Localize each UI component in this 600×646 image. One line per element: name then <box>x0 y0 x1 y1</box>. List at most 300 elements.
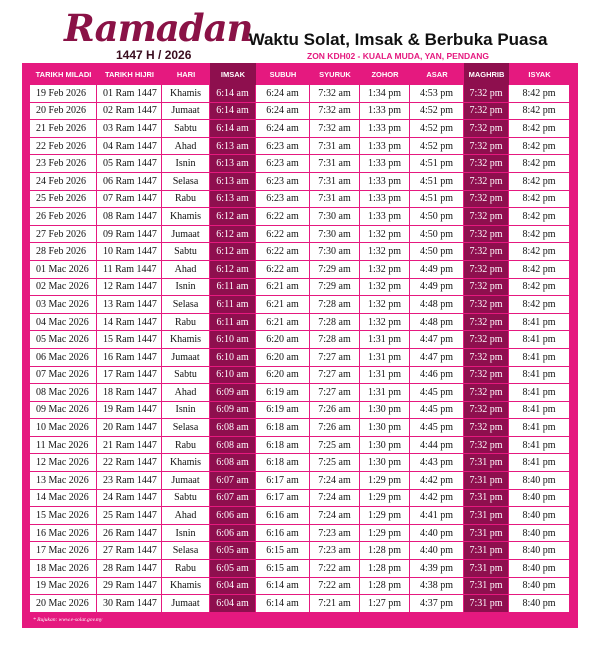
cell-asar: 4:50 pm <box>410 243 464 261</box>
cell-zohor: 1:33 pm <box>360 208 410 226</box>
cell-hari: Khamis <box>162 578 210 596</box>
cell-tarikh-miladi: 19 Mac 2026 <box>30 578 97 596</box>
table-row <box>30 402 570 420</box>
cell-tarikh-miladi: 05 Mac 2026 <box>30 331 97 349</box>
cell-tarikh-hijri: 12 Ram 1447 <box>97 279 162 297</box>
cell-syuruk: 7:31 am <box>310 191 360 209</box>
cell-maghrib: 7:31 pm <box>464 525 509 543</box>
cell-asar: 4:51 pm <box>410 191 464 209</box>
cell-hari: Jumaat <box>162 103 210 121</box>
cell-tarikh-miladi: 22 Feb 2026 <box>30 138 97 156</box>
cell-tarikh-miladi: 04 Mac 2026 <box>30 314 97 332</box>
cell-isyak: 8:41 pm <box>509 349 570 367</box>
cell-subuh: 6:15 am <box>256 560 310 578</box>
cell-tarikh-hijri: 24 Ram 1447 <box>97 490 162 508</box>
cell-imsak: 6:05 am <box>210 542 256 560</box>
table-row <box>30 103 570 121</box>
cell-hari: Rabu <box>162 560 210 578</box>
cell-asar: 4:40 pm <box>410 542 464 560</box>
cell-tarikh-miladi: 07 Mac 2026 <box>30 367 97 385</box>
cell-imsak: 6:07 am <box>210 490 256 508</box>
cell-zohor: 1:29 pm <box>360 472 410 490</box>
cell-hari: Jumaat <box>162 226 210 244</box>
table-row <box>30 542 570 560</box>
table-row <box>30 419 570 437</box>
table-row <box>30 243 570 261</box>
cell-maghrib: 7:32 pm <box>464 419 509 437</box>
cell-subuh: 6:22 am <box>256 261 310 279</box>
table-row <box>30 454 570 472</box>
cell-isyak: 8:40 pm <box>509 472 570 490</box>
cell-syuruk: 7:27 am <box>310 349 360 367</box>
header-imsak: IMSAK <box>210 63 256 85</box>
cell-subuh: 6:20 am <box>256 349 310 367</box>
cell-subuh: 6:23 am <box>256 173 310 191</box>
cell-hari: Ahad <box>162 384 210 402</box>
cell-zohor: 1:29 pm <box>360 525 410 543</box>
cell-zohor: 1:32 pm <box>360 296 410 314</box>
cell-subuh: 6:18 am <box>256 437 310 455</box>
table-row <box>30 314 570 332</box>
cell-imsak: 6:06 am <box>210 525 256 543</box>
cell-hari: Khamis <box>162 208 210 226</box>
cell-subuh: 6:23 am <box>256 138 310 156</box>
cell-tarikh-miladi: 20 Feb 2026 <box>30 103 97 121</box>
cell-imsak: 6:11 am <box>210 279 256 297</box>
cell-maghrib: 7:32 pm <box>464 103 509 121</box>
cell-syuruk: 7:32 am <box>310 85 360 103</box>
cell-maghrib: 7:31 pm <box>464 490 509 508</box>
cell-maghrib: 7:32 pm <box>464 191 509 209</box>
cell-syuruk: 7:31 am <box>310 138 360 156</box>
cell-zohor: 1:27 pm <box>360 595 410 613</box>
cell-tarikh-hijri: 14 Ram 1447 <box>97 314 162 332</box>
cell-syuruk: 7:23 am <box>310 542 360 560</box>
table-row <box>30 208 570 226</box>
cell-tarikh-hijri: 13 Ram 1447 <box>97 296 162 314</box>
cell-hari: Sabtu <box>162 367 210 385</box>
cell-tarikh-hijri: 03 Ram 1447 <box>97 120 162 138</box>
cell-tarikh-hijri: 26 Ram 1447 <box>97 525 162 543</box>
cell-asar: 4:49 pm <box>410 261 464 279</box>
cell-zohor: 1:30 pm <box>360 402 410 420</box>
cell-syuruk: 7:29 am <box>310 261 360 279</box>
cell-isyak: 8:42 pm <box>509 296 570 314</box>
cell-zohor: 1:31 pm <box>360 331 410 349</box>
cell-imsak: 6:04 am <box>210 595 256 613</box>
cell-asar: 4:47 pm <box>410 349 464 367</box>
cell-syuruk: 7:25 am <box>310 454 360 472</box>
cell-subuh: 6:21 am <box>256 296 310 314</box>
cell-asar: 4:45 pm <box>410 419 464 437</box>
cell-zohor: 1:31 pm <box>360 367 410 385</box>
cell-isyak: 8:42 pm <box>509 208 570 226</box>
cell-maghrib: 7:31 pm <box>464 454 509 472</box>
cell-subuh: 6:23 am <box>256 191 310 209</box>
cell-maghrib: 7:31 pm <box>464 542 509 560</box>
ramadan-logo <box>64 6 253 62</box>
cell-tarikh-hijri: 19 Ram 1447 <box>97 402 162 420</box>
cell-tarikh-miladi: 01 Mac 2026 <box>30 261 97 279</box>
logo-year: 1447 H / 2026 <box>116 48 192 62</box>
cell-subuh: 6:15 am <box>256 542 310 560</box>
cell-asar: 4:45 pm <box>410 384 464 402</box>
cell-maghrib: 7:32 pm <box>464 296 509 314</box>
cell-asar: 4:40 pm <box>410 525 464 543</box>
cell-tarikh-hijri: 08 Ram 1447 <box>97 208 162 226</box>
cell-subuh: 6:20 am <box>256 331 310 349</box>
cell-maghrib: 7:31 pm <box>464 560 509 578</box>
header-hari: HARI <box>162 63 210 85</box>
cell-asar: 4:49 pm <box>410 279 464 297</box>
cell-subuh: 6:22 am <box>256 208 310 226</box>
cell-hari: Khamis <box>162 454 210 472</box>
table-row <box>30 560 570 578</box>
header-tarikh-hijri: TARIKH HIJRI <box>97 63 162 85</box>
cell-isyak: 8:42 pm <box>509 261 570 279</box>
cell-zohor: 1:33 pm <box>360 155 410 173</box>
cell-syuruk: 7:31 am <box>310 155 360 173</box>
cell-tarikh-hijri: 11 Ram 1447 <box>97 261 162 279</box>
table-row <box>30 279 570 297</box>
header-isyak: ISYAK <box>509 63 570 85</box>
table-row <box>30 226 570 244</box>
cell-asar: 4:50 pm <box>410 208 464 226</box>
cell-asar: 4:44 pm <box>410 437 464 455</box>
cell-asar: 4:46 pm <box>410 367 464 385</box>
cell-hari: Sabtu <box>162 120 210 138</box>
cell-syuruk: 7:28 am <box>310 296 360 314</box>
prayer-times-table <box>30 63 570 613</box>
table-row <box>30 173 570 191</box>
cell-isyak: 8:42 pm <box>509 120 570 138</box>
cell-imsak: 6:14 am <box>210 85 256 103</box>
cell-asar: 4:52 pm <box>410 120 464 138</box>
cell-isyak: 8:42 pm <box>509 85 570 103</box>
table-row <box>30 578 570 596</box>
cell-tarikh-hijri: 21 Ram 1447 <box>97 437 162 455</box>
cell-maghrib: 7:32 pm <box>464 155 509 173</box>
cell-maghrib: 7:31 pm <box>464 507 509 525</box>
cell-subuh: 6:19 am <box>256 384 310 402</box>
cell-imsak: 6:12 am <box>210 208 256 226</box>
cell-isyak: 8:41 pm <box>509 314 570 332</box>
cell-maghrib: 7:32 pm <box>464 120 509 138</box>
cell-zohor: 1:30 pm <box>360 454 410 472</box>
cell-zohor: 1:32 pm <box>360 279 410 297</box>
cell-isyak: 8:40 pm <box>509 507 570 525</box>
cell-isyak: 8:42 pm <box>509 243 570 261</box>
cell-syuruk: 7:30 am <box>310 226 360 244</box>
cell-tarikh-miladi: 06 Mac 2026 <box>30 349 97 367</box>
cell-hari: Rabu <box>162 191 210 209</box>
cell-maghrib: 7:32 pm <box>464 367 509 385</box>
cell-zohor: 1:32 pm <box>360 314 410 332</box>
cell-tarikh-hijri: 18 Ram 1447 <box>97 384 162 402</box>
cell-isyak: 8:42 pm <box>509 138 570 156</box>
cell-hari: Selasa <box>162 419 210 437</box>
cell-syuruk: 7:30 am <box>310 243 360 261</box>
cell-hari: Ahad <box>162 138 210 156</box>
table-header-row <box>30 63 570 85</box>
cell-zohor: 1:30 pm <box>360 419 410 437</box>
cell-syuruk: 7:23 am <box>310 525 360 543</box>
table-row <box>30 525 570 543</box>
cell-asar: 4:51 pm <box>410 155 464 173</box>
cell-isyak: 8:40 pm <box>509 578 570 596</box>
cell-imsak: 6:05 am <box>210 560 256 578</box>
cell-hari: Isnin <box>162 155 210 173</box>
cell-imsak: 6:13 am <box>210 138 256 156</box>
cell-isyak: 8:41 pm <box>509 454 570 472</box>
cell-imsak: 6:11 am <box>210 314 256 332</box>
cell-asar: 4:48 pm <box>410 314 464 332</box>
cell-syuruk: 7:29 am <box>310 279 360 297</box>
cell-tarikh-miladi: 03 Mac 2026 <box>30 296 97 314</box>
cell-tarikh-miladi: 12 Mac 2026 <box>30 454 97 472</box>
cell-syuruk: 7:28 am <box>310 331 360 349</box>
cell-isyak: 8:40 pm <box>509 595 570 613</box>
cell-hari: Ahad <box>162 261 210 279</box>
cell-imsak: 6:10 am <box>210 331 256 349</box>
cell-subuh: 6:24 am <box>256 103 310 121</box>
table-row <box>30 155 570 173</box>
header-zohor: ZOHOR <box>360 63 410 85</box>
table-row <box>30 296 570 314</box>
cell-hari: Sabtu <box>162 243 210 261</box>
cell-zohor: 1:33 pm <box>360 120 410 138</box>
cell-syuruk: 7:26 am <box>310 402 360 420</box>
cell-zohor: 1:33 pm <box>360 173 410 191</box>
cell-syuruk: 7:30 am <box>310 208 360 226</box>
cell-isyak: 8:41 pm <box>509 402 570 420</box>
cell-tarikh-hijri: 28 Ram 1447 <box>97 560 162 578</box>
cell-tarikh-hijri: 27 Ram 1447 <box>97 542 162 560</box>
cell-subuh: 6:22 am <box>256 243 310 261</box>
cell-zohor: 1:31 pm <box>360 384 410 402</box>
cell-hari: Sabtu <box>162 490 210 508</box>
header-maghrib: MAGHRIB <box>464 63 509 85</box>
cell-hari: Jumaat <box>162 349 210 367</box>
cell-hari: Jumaat <box>162 595 210 613</box>
cell-asar: 4:50 pm <box>410 226 464 244</box>
cell-hari: Rabu <box>162 437 210 455</box>
cell-imsak: 6:12 am <box>210 226 256 244</box>
cell-syuruk: 7:24 am <box>310 507 360 525</box>
cell-syuruk: 7:32 am <box>310 103 360 121</box>
cell-asar: 4:52 pm <box>410 138 464 156</box>
cell-tarikh-miladi: 09 Mac 2026 <box>30 402 97 420</box>
cell-tarikh-miladi: 17 Mac 2026 <box>30 542 97 560</box>
cell-subuh: 6:14 am <box>256 578 310 596</box>
cell-isyak: 8:42 pm <box>509 173 570 191</box>
cell-syuruk: 7:24 am <box>310 490 360 508</box>
table-row <box>30 437 570 455</box>
cell-hari: Khamis <box>162 331 210 349</box>
cell-zohor: 1:34 pm <box>360 85 410 103</box>
cell-syuruk: 7:32 am <box>310 120 360 138</box>
cell-tarikh-miladi: 14 Mac 2026 <box>30 490 97 508</box>
cell-syuruk: 7:22 am <box>310 560 360 578</box>
cell-maghrib: 7:32 pm <box>464 314 509 332</box>
logo-word: Ramadan <box>64 6 253 50</box>
table-row <box>30 490 570 508</box>
table-body <box>30 85 570 613</box>
cell-maghrib: 7:32 pm <box>464 208 509 226</box>
cell-tarikh-hijri: 07 Ram 1447 <box>97 191 162 209</box>
cell-asar: 4:52 pm <box>410 103 464 121</box>
cell-tarikh-miladi: 21 Feb 2026 <box>30 120 97 138</box>
header-tarikh-miladi: TARIKH MILADI <box>30 63 97 85</box>
table-row <box>30 367 570 385</box>
table-row <box>30 331 570 349</box>
cell-isyak: 8:42 pm <box>509 191 570 209</box>
cell-tarikh-hijri: 22 Ram 1447 <box>97 454 162 472</box>
cell-subuh: 6:16 am <box>256 525 310 543</box>
cell-tarikh-hijri: 25 Ram 1447 <box>97 507 162 525</box>
cell-isyak: 8:42 pm <box>509 103 570 121</box>
cell-maghrib: 7:31 pm <box>464 472 509 490</box>
cell-hari: Isnin <box>162 525 210 543</box>
cell-maghrib: 7:31 pm <box>464 578 509 596</box>
cell-isyak: 8:41 pm <box>509 331 570 349</box>
table-row <box>30 472 570 490</box>
cell-imsak: 6:12 am <box>210 243 256 261</box>
cell-tarikh-miladi: 08 Mac 2026 <box>30 384 97 402</box>
cell-hari: Rabu <box>162 314 210 332</box>
cell-maghrib: 7:32 pm <box>464 261 509 279</box>
cell-subuh: 6:17 am <box>256 472 310 490</box>
cell-tarikh-hijri: 05 Ram 1447 <box>97 155 162 173</box>
table-row <box>30 595 570 613</box>
cell-zohor: 1:32 pm <box>360 261 410 279</box>
cell-imsak: 6:14 am <box>210 103 256 121</box>
cell-syuruk: 7:22 am <box>310 578 360 596</box>
cell-tarikh-hijri: 23 Ram 1447 <box>97 472 162 490</box>
cell-isyak: 8:40 pm <box>509 490 570 508</box>
cell-hari: Selasa <box>162 173 210 191</box>
cell-tarikh-hijri: 17 Ram 1447 <box>97 367 162 385</box>
table-row <box>30 507 570 525</box>
cell-tarikh-hijri: 04 Ram 1447 <box>97 138 162 156</box>
cell-asar: 4:43 pm <box>410 454 464 472</box>
cell-hari: Ahad <box>162 507 210 525</box>
cell-subuh: 6:18 am <box>256 454 310 472</box>
cell-tarikh-miladi: 24 Feb 2026 <box>30 173 97 191</box>
cell-asar: 4:42 pm <box>410 472 464 490</box>
cell-subuh: 6:14 am <box>256 595 310 613</box>
cell-subuh: 6:24 am <box>256 85 310 103</box>
cell-syuruk: 7:27 am <box>310 367 360 385</box>
cell-tarikh-miladi: 02 Mac 2026 <box>30 279 97 297</box>
cell-zohor: 1:28 pm <box>360 560 410 578</box>
cell-imsak: 6:08 am <box>210 419 256 437</box>
cell-isyak: 8:41 pm <box>509 437 570 455</box>
cell-subuh: 6:21 am <box>256 279 310 297</box>
cell-tarikh-miladi: 23 Feb 2026 <box>30 155 97 173</box>
cell-maghrib: 7:32 pm <box>464 349 509 367</box>
cell-subuh: 6:17 am <box>256 490 310 508</box>
cell-tarikh-miladi: 16 Mac 2026 <box>30 525 97 543</box>
cell-asar: 4:39 pm <box>410 560 464 578</box>
table-row <box>30 138 570 156</box>
cell-zohor: 1:33 pm <box>360 138 410 156</box>
cell-subuh: 6:18 am <box>256 419 310 437</box>
footnote: * Rujukan: www.e-solat.gov.my <box>33 617 103 623</box>
cell-maghrib: 7:32 pm <box>464 331 509 349</box>
cell-isyak: 8:42 pm <box>509 155 570 173</box>
cell-isyak: 8:42 pm <box>509 279 570 297</box>
table-row <box>30 261 570 279</box>
cell-subuh: 6:24 am <box>256 120 310 138</box>
cell-tarikh-hijri: 09 Ram 1447 <box>97 226 162 244</box>
cell-tarikh-hijri: 16 Ram 1447 <box>97 349 162 367</box>
cell-imsak: 6:08 am <box>210 454 256 472</box>
table-row <box>30 384 570 402</box>
cell-zohor: 1:30 pm <box>360 437 410 455</box>
cell-maghrib: 7:32 pm <box>464 173 509 191</box>
page-title: Waktu Solat, Imsak & Berbuka Puasa <box>248 30 548 49</box>
cell-zohor: 1:33 pm <box>360 191 410 209</box>
cell-tarikh-hijri: 29 Ram 1447 <box>97 578 162 596</box>
table-row <box>30 349 570 367</box>
cell-syuruk: 7:24 am <box>310 472 360 490</box>
table-row <box>30 85 570 103</box>
cell-hari: Selasa <box>162 542 210 560</box>
header-subuh: SUBUH <box>256 63 310 85</box>
cell-imsak: 6:10 am <box>210 349 256 367</box>
cell-hari: Jumaat <box>162 472 210 490</box>
cell-tarikh-miladi: 13 Mac 2026 <box>30 472 97 490</box>
cell-maghrib: 7:32 pm <box>464 243 509 261</box>
cell-imsak: 6:09 am <box>210 384 256 402</box>
cell-tarikh-hijri: 20 Ram 1447 <box>97 419 162 437</box>
cell-syuruk: 7:25 am <box>310 437 360 455</box>
cell-tarikh-hijri: 01 Ram 1447 <box>97 85 162 103</box>
cell-syuruk: 7:21 am <box>310 595 360 613</box>
cell-tarikh-hijri: 02 Ram 1447 <box>97 103 162 121</box>
cell-asar: 4:53 pm <box>410 85 464 103</box>
cell-tarikh-miladi: 15 Mac 2026 <box>30 507 97 525</box>
cell-tarikh-hijri: 15 Ram 1447 <box>97 331 162 349</box>
cell-isyak: 8:42 pm <box>509 226 570 244</box>
cell-tarikh-miladi: 10 Mac 2026 <box>30 419 97 437</box>
table-row <box>30 191 570 209</box>
cell-imsak: 6:11 am <box>210 296 256 314</box>
cell-asar: 4:42 pm <box>410 490 464 508</box>
cell-syuruk: 7:27 am <box>310 384 360 402</box>
cell-subuh: 6:22 am <box>256 226 310 244</box>
zone-subtitle: ZON KDH02 - KUALA MUDA, YAN, PENDANG <box>307 51 489 61</box>
cell-tarikh-miladi: 19 Feb 2026 <box>30 85 97 103</box>
cell-isyak: 8:41 pm <box>509 367 570 385</box>
header-asar: ASAR <box>410 63 464 85</box>
cell-zohor: 1:33 pm <box>360 103 410 121</box>
cell-subuh: 6:23 am <box>256 155 310 173</box>
cell-zohor: 1:29 pm <box>360 490 410 508</box>
cell-isyak: 8:41 pm <box>509 384 570 402</box>
cell-maghrib: 7:32 pm <box>464 402 509 420</box>
cell-maghrib: 7:32 pm <box>464 384 509 402</box>
cell-tarikh-miladi: 25 Feb 2026 <box>30 191 97 209</box>
cell-imsak: 6:13 am <box>210 173 256 191</box>
cell-tarikh-miladi: 20 Mac 2026 <box>30 595 97 613</box>
cell-tarikh-miladi: 27 Feb 2026 <box>30 226 97 244</box>
cell-zohor: 1:32 pm <box>360 243 410 261</box>
cell-imsak: 6:13 am <box>210 191 256 209</box>
cell-imsak: 6:13 am <box>210 155 256 173</box>
cell-imsak: 6:12 am <box>210 261 256 279</box>
